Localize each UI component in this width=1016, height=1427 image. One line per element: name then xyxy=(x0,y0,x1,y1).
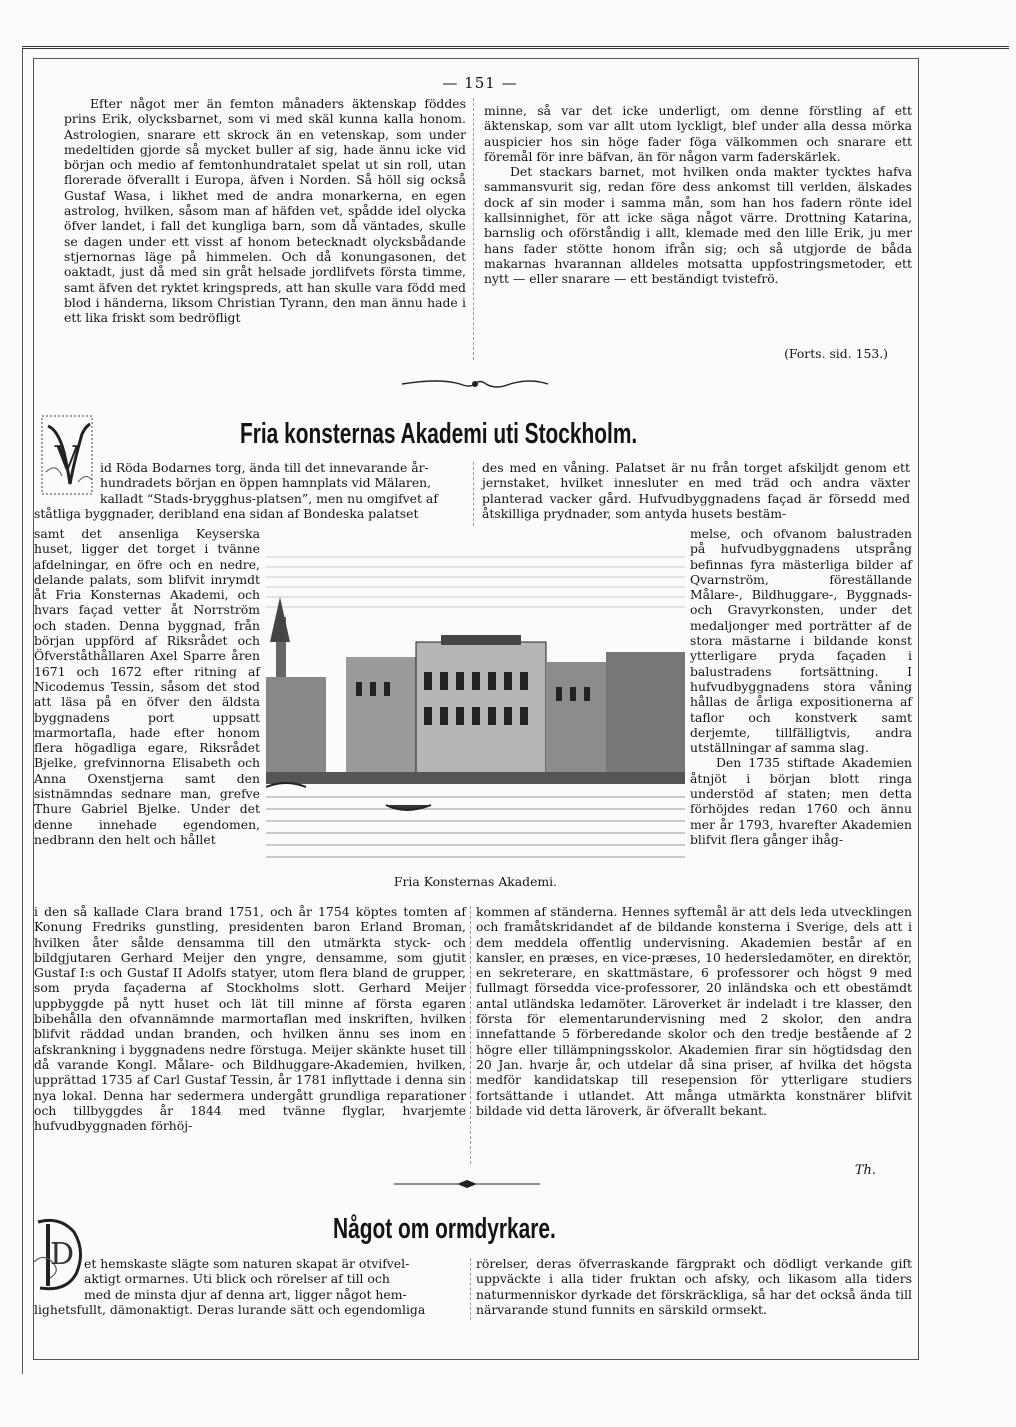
section-divider-ornament xyxy=(392,1178,542,1190)
article2-left-narrow-text: samt det ansenliga Keyserska huset, ligger det torget i tvänne afdelningar, en öfre och en nedre, delande palats, som blifvit inrymdt åt Fria Konsternas Akademi, och hvars façad vetter åt Norrström och staden. Denna byggnad, från början uppförd af Riksrådet och Öfverståthållaren Axel Sparre åren 1671 och 1672 efter ritning af Nicodemus Tessin, såsom det stod att läsa på en öfver den äldsta byggnadens port uppsatt marmortafla, hade efter honom flera högadliga egare, Riksrådet Bjelke, grefvinnorna Elisabeth och Anna Oxenstjerna samt den sistnämndas sednare man, grefve Thure Gabriel Bjelke. Under det denne innehade egendomen, nedbrann den helt och hållet xyxy=(34,526,260,847)
article2-right-bottom-column xyxy=(476,904,912,1118)
article2-left-narrow-column xyxy=(34,526,260,847)
continuation-note: (Forts. sid. 153.) xyxy=(784,346,888,361)
article1-left-column xyxy=(64,96,466,325)
article2-left-bottom-column xyxy=(34,904,466,1133)
decorated-initial-v xyxy=(38,412,96,498)
article3-left-line: med de minsta djur af denna art, ligger något hem- xyxy=(84,1286,407,1302)
article2-left-bottom-text: i den så kallade Clara brand 1751, och år 1754 köptes tomten af Konung Fredriks gunstling, presidenten baron Erland Broman, hvilken åter sålde densamma till den utmärkta styck- och bildgjutaren Gerhard Meijer den yngre, densamme, som gjutit Gustaf I:s och Gustaf II Adolfs statyer, utom flera bland de grupper, som pryda façaderna af Stockholms slott. Gerhard Meijer uppbyggde på nytt huset och lät till minne af första egaren bibehålla den ofvannämnde marmortaflan med inskriften, hvilken blifvit räddad undan branden, och hvilken ännu ses inom en afskrankning i byggnadens nedre förstuga. Meijer skänkte huset till då varande Kongl. Målare- och Bildhuggare-Akademien, hvilken, upprättad 1735 af Carl Gustaf Tessin, år 1781 inflyttade i denna sin nya lokal. Denna har sedermera undergått grundliga reparationer och tillbyggdes år 1844 med tvänne flyglar, hvarjemte hufvudbyggnaden förhöj- xyxy=(34,904,466,1134)
article1-right-column xyxy=(484,103,912,287)
article3-left-line: et hemskaste slägte som naturen skapat är otvifvel- xyxy=(84,1256,410,1271)
article3-right-text: rörelser, deras öfverraskande färgprakt och dödligt verkande gift uppväckte i alla tider fruktan och afsky, och likasom alla tiders naturmenniskor dyrkade det förskräckliga, så har det också ända till närvarande stund funnits en särskild ormsekt. xyxy=(476,1256,912,1317)
article2-title: Fria konsternas Akademi uti Stockholm. xyxy=(240,418,638,450)
article2-left-line: ståtliga byggnader, deribland ena sidan af Bondeska palatset xyxy=(34,506,419,521)
article2-right-top-text: des med en våning. Palatset är nu från torget afskiljdt genom ett jernstaket, hvilket innesluter en med träd och andra växter planterad vacker gård. Hufvudbyggnadens façad är försedd med åtskilliga prydnader, som antyda husets bestäm- xyxy=(482,460,910,521)
article3-left-fullwidth-line xyxy=(34,1302,466,1317)
initial-letter: V xyxy=(54,439,80,479)
article2-right-narrow-column xyxy=(690,526,912,847)
article3-left-line: aktigt ormarnes. Uti blick och rörelser af till och xyxy=(84,1271,390,1287)
article2-right-top xyxy=(482,460,910,521)
decorated-initial-d xyxy=(30,1212,90,1298)
article1-left-text: Efter något mer än femton månaders äktenskap föddes prins Erik, olycksbarnet, som vi med skäl kunna kalla honom. Astrologien, snarare ett skrock än en vetenskap, som under medeltiden gjorde så mycket buller af sig, hade ännu icke vid början och medio af femtonhundratalet spelat ut sin roll, utan florerade öfverallt i Europa, äfven i Norden. Så höll sig också Gustaf Wasa, i likhet med de andra monarkerna, en egen astrolog, hvilken, såsom man af häfden vet, spådde idel olycka öfver landet, i fall det kungliga barn, som då väntades, skulle se dagen under ett visst af honom betecknadt olycksbådande stjernornas läge på himmelen. Och då konungasonen, det oaktadt, just då med sin gråt helsade jordlifvets första timme, samt äfven det ryktet kringspreds, att han skulle vara född med blod i händerna, liksom Christian Tyrann, den man ännu hade i ett lika friskt som bedröfligt xyxy=(64,96,466,326)
figure-caption: Fria Konsternas Akademi. xyxy=(393,874,558,889)
article1-right-p2: Det stackars barnet, mot hvilken onda makter tycktes hafva sammansvurit sig, redan före dess ankomst till verlden, älskades dock af sin moder i samma mån, som han hos fadern rönte idel kallsinnighet, för att icke säga något värre. Drottning Katarina, barnslig och oförståndig i allt, klemade med den lille Erik, ju mer hans fader stötte honom ifrån sig; och så utgjorde de båda makarnas hvarannan alldeles motsatta uppfostringsmetoder, ett nytt — eller snarare — ett beständigt tvistefrö. xyxy=(484,164,912,287)
article2-left-header-lines xyxy=(100,460,466,506)
article2-right-narrow-text: melse, och ofvanom balustraden på hufvudbyggnadens utsprång befinnas fyra mästerliga bilder af Qvarnström, föreställande Målare-, Bildhuggare-, Byggnads- och Gravyrkonsten, under det medaljonger med porträtter af de stora mästarne i bildande konst ytterligare pryda façaden i balustradens fortsättning. I hufvudbyggnadens stora våning hållas de årliga expositionerna af taflor och konstverk samt derjemte, tillfälligtvis, andra utställningar af samma slag. xyxy=(690,526,912,756)
section-divider-ornament xyxy=(400,376,550,392)
signature: Th. xyxy=(854,1163,876,1178)
article2-left-line: id Röda Bodarnes torg, ända till det innevarande år- xyxy=(100,460,429,475)
article2-right-narrow-p2: Den 1735 stiftade Akademien åtnjöt i början blott ringa understöd af staten; men detta förhöjdes redan 1760 och ännu mer år 1793, hvarefter Akademien blifvit flera gånger ihåg- xyxy=(690,755,912,847)
article3-left-header-lines xyxy=(84,1256,466,1302)
page-number: — 151 — xyxy=(442,74,518,92)
column-divider xyxy=(470,906,471,1164)
academy-engraving xyxy=(266,547,685,866)
initial-letter: D xyxy=(49,1237,75,1272)
article3-right-column xyxy=(476,1256,912,1317)
article2-left-line: kalladt “Stads-brygghus-platsen”, men nu omgifvet af xyxy=(100,490,438,506)
article2-left-line: hundradets början en öppen hamnplats vid Mälaren, xyxy=(100,475,432,491)
article3-title: Något om ormdyrkare. xyxy=(333,1213,556,1245)
article3-left-line: lighetsfullt, dämonaktigt. Deras lurande sätt och egendomliga xyxy=(34,1302,426,1317)
column-divider xyxy=(473,98,474,360)
article1-right-p1: minne, så var det icke underligt, om denne förstling af ett äktenskap, som var allt utom lyckligt, blef under alla dessa mörka auspicier hos sin höge fader föga välkommen och snarare ett föremål för inre bäfvan, än för någon varm faderskärlek. xyxy=(484,103,912,164)
column-divider xyxy=(470,1258,471,1320)
article2-right-bottom-text: kommen af ständerna. Hennes syftemål är att dels leda utvecklingen och framåtskridandet af de bildande konsterna i Sverige, dels att i dem meddela offentlig undervisning. Akademien består af en kansler, en præses, en vice-præses, 10 hedersledamöter, en direktör, en sekreterare, en skattmästare, 6 professorer och högst 9 med fullmagt försedda vice-professorer, 20 inländska och ett obestämdt antal utländska ledamöter. Läroverket är indeladt i tre klasser, den första för elementarundervisning med 2 skolor, den andra innefattande 5 förberedande skolor och den tredje bestående af 2 högre eller tillämpningsskolor. Akademien firar sin högtidsdag den 20 Jan. hvarje år, och utdelar då sina priser, af hvilka det högsta medför kandidatskap till resepension för ytterligare studiers fortsättande i utlandet. Att många utmärkta konstnärer blifvit bildade vid detta läroverk, är öfverallt bekant. xyxy=(476,904,912,1118)
column-divider xyxy=(473,462,474,526)
article2-left-fullwidth-line xyxy=(34,506,466,521)
